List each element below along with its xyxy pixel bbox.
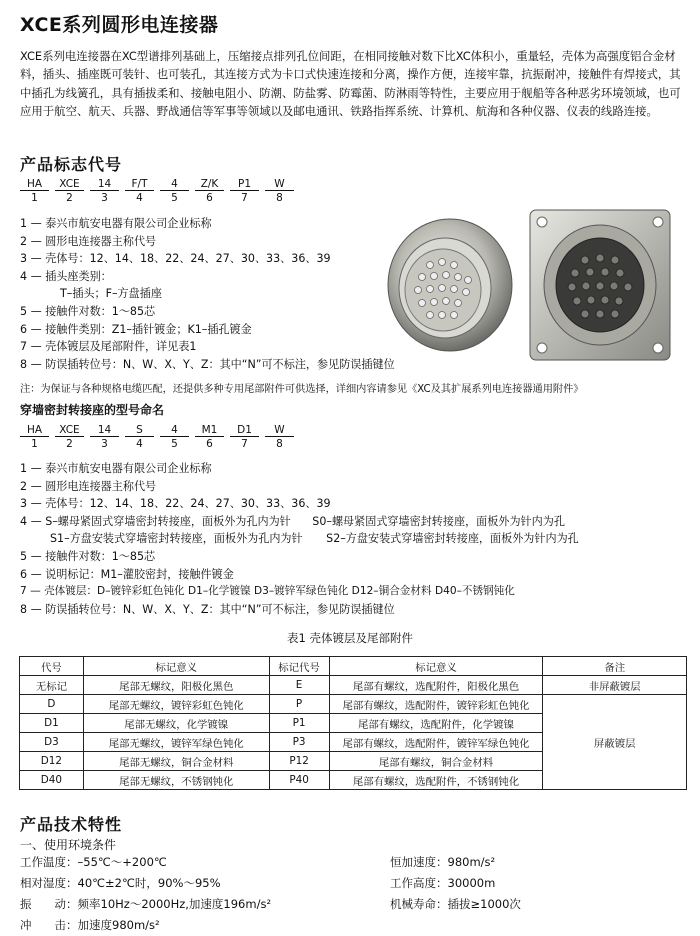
code-segment-value: P1 bbox=[230, 178, 259, 191]
code-segment-number: 2 bbox=[66, 438, 73, 450]
code-segment bbox=[125, 424, 160, 450]
table-cell: 尾部有螺纹，铜合金材料 bbox=[329, 752, 543, 771]
table-cell: 尾部无螺纹，化学镀镍 bbox=[83, 714, 269, 733]
section-title-code: 产品标志代号 bbox=[20, 155, 123, 174]
table-cell: 尾部无螺纹，镀锌军绿色钝化 bbox=[83, 733, 269, 752]
env-item: 相对湿度：40℃±2℃时，90%～95% bbox=[20, 876, 221, 890]
table-cell: 尾部有螺纹，选配附件，阳极化黑色 bbox=[329, 676, 543, 695]
code-legend-2 bbox=[20, 460, 579, 618]
code-segment-value: XCE bbox=[55, 424, 84, 437]
code-segment-number: 3 bbox=[101, 438, 108, 450]
table-cell: D40 bbox=[20, 771, 84, 790]
table-cell: P1 bbox=[269, 714, 329, 733]
receptacle-image bbox=[530, 210, 670, 360]
code-segment bbox=[90, 178, 125, 204]
code-segment bbox=[230, 424, 265, 450]
code-segment-number: 8 bbox=[276, 192, 283, 204]
code-segment-value: W bbox=[265, 178, 294, 191]
code-segment-number: 1 bbox=[31, 438, 38, 450]
table-cell: 尾部无螺纹，镀锌彩虹色钝化 bbox=[83, 695, 269, 714]
table-row bbox=[20, 695, 687, 714]
code-segment-number: 2 bbox=[66, 192, 73, 204]
table-remark: 非屏蔽镀层 bbox=[543, 676, 687, 695]
legend-item-5: 5 — 接触件对数：1～85芯 bbox=[20, 304, 156, 318]
table-cell: D1 bbox=[20, 714, 84, 733]
table-header-row bbox=[20, 657, 687, 676]
code-segment-number: 3 bbox=[101, 192, 108, 204]
code-segment bbox=[90, 424, 125, 450]
legend2-item-6: 6 — 说明标记：M1–灌胶密封，接触件镀金 bbox=[20, 567, 234, 581]
connector-photo bbox=[380, 200, 685, 370]
code-segment-value: HA bbox=[20, 424, 49, 437]
code-segment bbox=[125, 178, 160, 204]
table-cell: E bbox=[269, 676, 329, 695]
legend2-item-2: 2 — 圆形电连接器主称代号 bbox=[20, 479, 157, 493]
code-segment-number: 7 bbox=[241, 192, 248, 204]
code-segment bbox=[230, 178, 265, 204]
legend2-item-4d: S2–方盘安装式穿墙密封转接座，面板外为针内为孔 bbox=[326, 532, 579, 546]
table-cell: 尾部无螺纹，阳极化黑色 bbox=[83, 676, 269, 695]
code-segment bbox=[160, 178, 195, 204]
code-segment-number: 1 bbox=[31, 192, 38, 204]
table-cell: 无标记 bbox=[20, 676, 84, 695]
code-segment-number: 6 bbox=[206, 438, 213, 450]
code-segment bbox=[55, 178, 90, 204]
code-segment-number: 5 bbox=[171, 438, 178, 450]
code-segment-value: M1 bbox=[195, 424, 224, 437]
legend2-item-3: 3 — 壳体号：12、14、18、22、24、27、30、33、36、39 bbox=[20, 497, 331, 511]
legend-item-1: 1 — 泰兴市航安电器有限公司企业标称 bbox=[20, 217, 212, 230]
table-cell: 尾部有螺纹，选配附件，不锈钢钝化 bbox=[329, 771, 543, 790]
code-segment-value: F/T bbox=[125, 178, 154, 191]
intro-paragraph: XCE系列电连接器在XC型谱排列基础上，压缩接点排列孔位间距，在相同接触对数下比XC体积小，重量轻，壳体为高强度铝合金材料，插头、插座既可装针、也可装孔，其连接方式为卡口式快速连接和分离，操作方便，连接牢靠，抗振耐冲，接触件有焊接式，其中插孔为线簧孔，具有插拔柔和、接触电阻小、防潮、防盐雾、防霉菌、防淋雨等特性，主要应用于舰船等各种恶劣环境领域，也可应用于航空、航天、兵器、野战通信等军事等领域以及邮电通讯、铁路指挥系统、计算机、航海和各种仪器、仪表的线路连接。 bbox=[20, 49, 681, 119]
section-title-specs: 产品技术特性 bbox=[20, 815, 123, 834]
legend2-item-4a: 4 — S–螺母紧固式穿墙密封转接座，面板外为孔内为针 bbox=[20, 514, 291, 528]
table-cell: P3 bbox=[269, 733, 329, 752]
legend2-item-1: 1 — 泰兴市航安电器有限公司企业标称 bbox=[20, 462, 212, 475]
env-item: 工作温度：–55℃～+200℃ bbox=[20, 855, 167, 869]
table-cell: P12 bbox=[269, 752, 329, 771]
code-diagram-2 bbox=[20, 424, 300, 450]
table-cell: P bbox=[269, 695, 329, 714]
legend2-item-7: 7 — 壳体镀层：D–镀锌彩虹色钝化 D1–化学镀镍 D3–镀锌军绿色钝化 D12–铜合金材料 D40–不锈钢钝化 bbox=[20, 585, 515, 598]
table-cell: D bbox=[20, 695, 84, 714]
code-segment bbox=[55, 424, 90, 450]
code-segment-number: 5 bbox=[171, 192, 178, 204]
code-legend-1 bbox=[20, 215, 395, 373]
legend-item-8: 8 — 防误插转位号：N、W、X、Y、Z：其中“N”可不标注，参见防误插键位 bbox=[20, 357, 395, 371]
legend-item-4-detail: T–插头；F–方盘插座 bbox=[60, 287, 162, 301]
section-title-bulkhead: 穿墙密封转接座的型号命名 bbox=[20, 403, 165, 417]
code-segment bbox=[195, 178, 230, 204]
table-header: 标记代号 bbox=[269, 657, 329, 676]
code-segment-value: HA bbox=[20, 178, 49, 191]
env-item: 振 动：频率10Hz～2000Hz,加速度196m/s² bbox=[20, 897, 272, 911]
legend-item-7: 7 — 壳体镀层及尾部附件，详见表1 bbox=[20, 340, 197, 354]
table-remark: 屏蔽镀层 bbox=[543, 695, 687, 790]
env-item: 机械寿命：插拔≥1000次 bbox=[390, 897, 521, 911]
code-diagram-1 bbox=[20, 178, 300, 204]
env-item: 冲 击：加速度980m/s² bbox=[20, 918, 160, 932]
env-title: 一、使用环境条件 bbox=[20, 838, 117, 852]
legend-item-2: 2 — 圆形电连接器主称代号 bbox=[20, 234, 157, 248]
legend2-item-8: 8 — 防误插转位号：N、W、X、Y、Z：其中“N”可不标注，参见防误插键位 bbox=[20, 602, 395, 616]
code-segment bbox=[265, 424, 300, 450]
legend-item-3: 3 — 壳体号：12、14、18、22、24、27、30、33、36、39 bbox=[20, 252, 331, 266]
table-header: 代号 bbox=[20, 657, 84, 676]
env-conditions-right bbox=[390, 852, 521, 915]
code-segment-value: XCE bbox=[55, 178, 84, 191]
env-conditions-left bbox=[20, 852, 271, 936]
page-title: XCE系列圆形电连接器 bbox=[20, 14, 219, 36]
code-segment-number: 7 bbox=[241, 438, 248, 450]
code-segment bbox=[20, 178, 55, 204]
code-segment-number: 6 bbox=[206, 192, 213, 204]
code-segment-number: 8 bbox=[276, 438, 283, 450]
table-cell: 尾部有螺纹，选配附件，镀锌彩虹色钝化 bbox=[329, 695, 543, 714]
code-segment-value: 4 bbox=[160, 424, 189, 437]
code-segment bbox=[160, 424, 195, 450]
code-segment-value: W bbox=[265, 424, 294, 437]
legend2-item-4c: S1–方盘安装式穿墙密封转接座，面板外为孔内为针 bbox=[50, 532, 303, 546]
code-segment-value: S bbox=[125, 424, 154, 437]
code-segment bbox=[265, 178, 300, 204]
table-header: 备注 bbox=[543, 657, 687, 676]
legend2-item-5: 5 — 接触件对数：1～85芯 bbox=[20, 549, 156, 563]
legend2-item-4-second bbox=[20, 530, 579, 548]
table-row bbox=[20, 676, 687, 695]
note-text: 注：为保证与各种规格电缆匹配，还提供多种专用尾部附件可供选择，详细内容请参见《XC及其扩展系列电连接器通用附件》 bbox=[20, 384, 584, 395]
legend2-item-4b: S0–螺母紧固式穿墙密封转接座，面板外为针内为孔 bbox=[312, 514, 565, 528]
code-segment-value: 14 bbox=[90, 424, 119, 437]
code-segment-number: 4 bbox=[136, 438, 143, 450]
code-segment-number: 4 bbox=[136, 192, 143, 204]
table-cell: 尾部有螺纹，选配附件，化学镀镍 bbox=[329, 714, 543, 733]
code-segment-value: 14 bbox=[90, 178, 119, 191]
env-item: 工作高度：30000m bbox=[390, 876, 496, 890]
code-segment bbox=[20, 424, 55, 450]
table-cell: 尾部有螺纹，选配附件，镀锌军绿色钝化 bbox=[329, 733, 543, 752]
plug-image bbox=[388, 219, 512, 351]
code-segment bbox=[195, 424, 230, 450]
plating-table bbox=[19, 656, 687, 790]
table-cell: 尾部无螺纹，铜合金材料 bbox=[83, 752, 269, 771]
code-segment-value: 4 bbox=[160, 178, 189, 191]
table-cell: D3 bbox=[20, 733, 84, 752]
table-header: 标记意义 bbox=[83, 657, 269, 676]
code-segment-value: D1 bbox=[230, 424, 259, 437]
code-segment-value: Z/K bbox=[195, 178, 224, 191]
table-cell: P40 bbox=[269, 771, 329, 790]
table-header: 标记意义 bbox=[329, 657, 543, 676]
legend2-item-4 bbox=[20, 513, 579, 531]
legend-item-6: 6 — 接触件类别：Z1–插针镀金；K1–插孔镀金 bbox=[20, 322, 252, 336]
table-cell: 尾部无螺纹，不锈钢钝化 bbox=[83, 771, 269, 790]
table-cell: D12 bbox=[20, 752, 84, 771]
table-caption: 表1 壳体镀层及尾部附件 bbox=[287, 631, 413, 645]
legend-item-4: 4 — 插头座类别： bbox=[20, 269, 112, 283]
env-item: 恒加速度：980m/s² bbox=[390, 855, 496, 869]
